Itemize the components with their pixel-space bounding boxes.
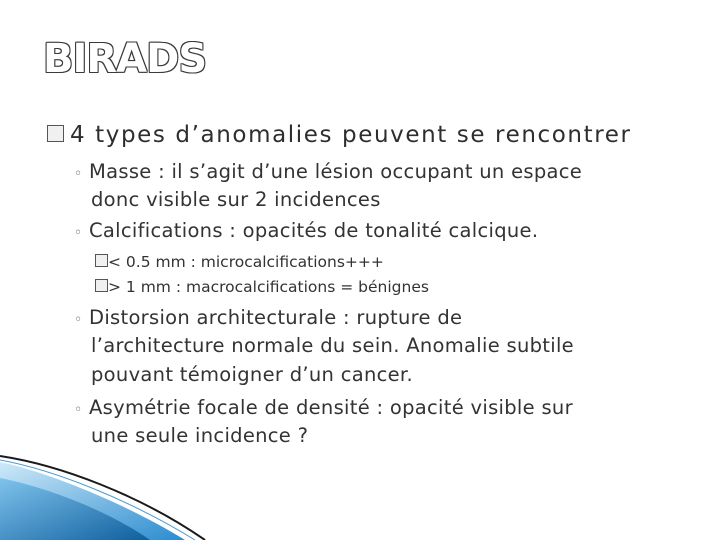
list-item-asymetrie [74,396,573,419]
sub1-text: < 0.5 mm : microcalcifications+++ [108,253,384,271]
asym-line1: Asymétrie focale de densité : opacité visible sur [89,396,573,419]
ring-bullet-icon: ◦ [74,225,83,241]
slide-title: BIRADS [43,36,207,82]
ring-bullet-icon: ◦ [74,166,83,182]
ring-bullet-icon: ◦ [74,402,83,418]
masse-line1: Masse : il s’agit d’une lésion occupant un espace [89,160,583,183]
sub-item-micro [95,253,384,271]
square-bullet-icon [95,279,108,292]
sub2-text: > 1 mm : macrocalcifications = bénignes [108,278,429,296]
calc-line1: Calcifications : opacités de tonalité calcique. [89,219,539,242]
dist-line1: Distorsion architecturale : rupture de [89,306,463,329]
dist-line2: l’architecture normale du sein. Anomalie subtile [91,334,574,357]
level1-text: 4 types d’anomalies peuvent se rencontrer [70,122,632,148]
list-item-masse [74,160,582,183]
square-bullet-icon [47,125,64,142]
dist-line3: pouvant témoigner d’un cancer. [91,363,413,386]
square-bullet-icon [95,254,108,267]
sub-item-macro [95,278,429,296]
masse-line2: donc visible sur 2 incidences [91,188,381,211]
level1-bullet [47,122,632,148]
list-item-distorsion [74,306,462,329]
asym-line2: une seule incidence ? [91,424,309,447]
ring-bullet-icon: ◦ [74,312,83,328]
list-item-calcifications [74,219,538,242]
